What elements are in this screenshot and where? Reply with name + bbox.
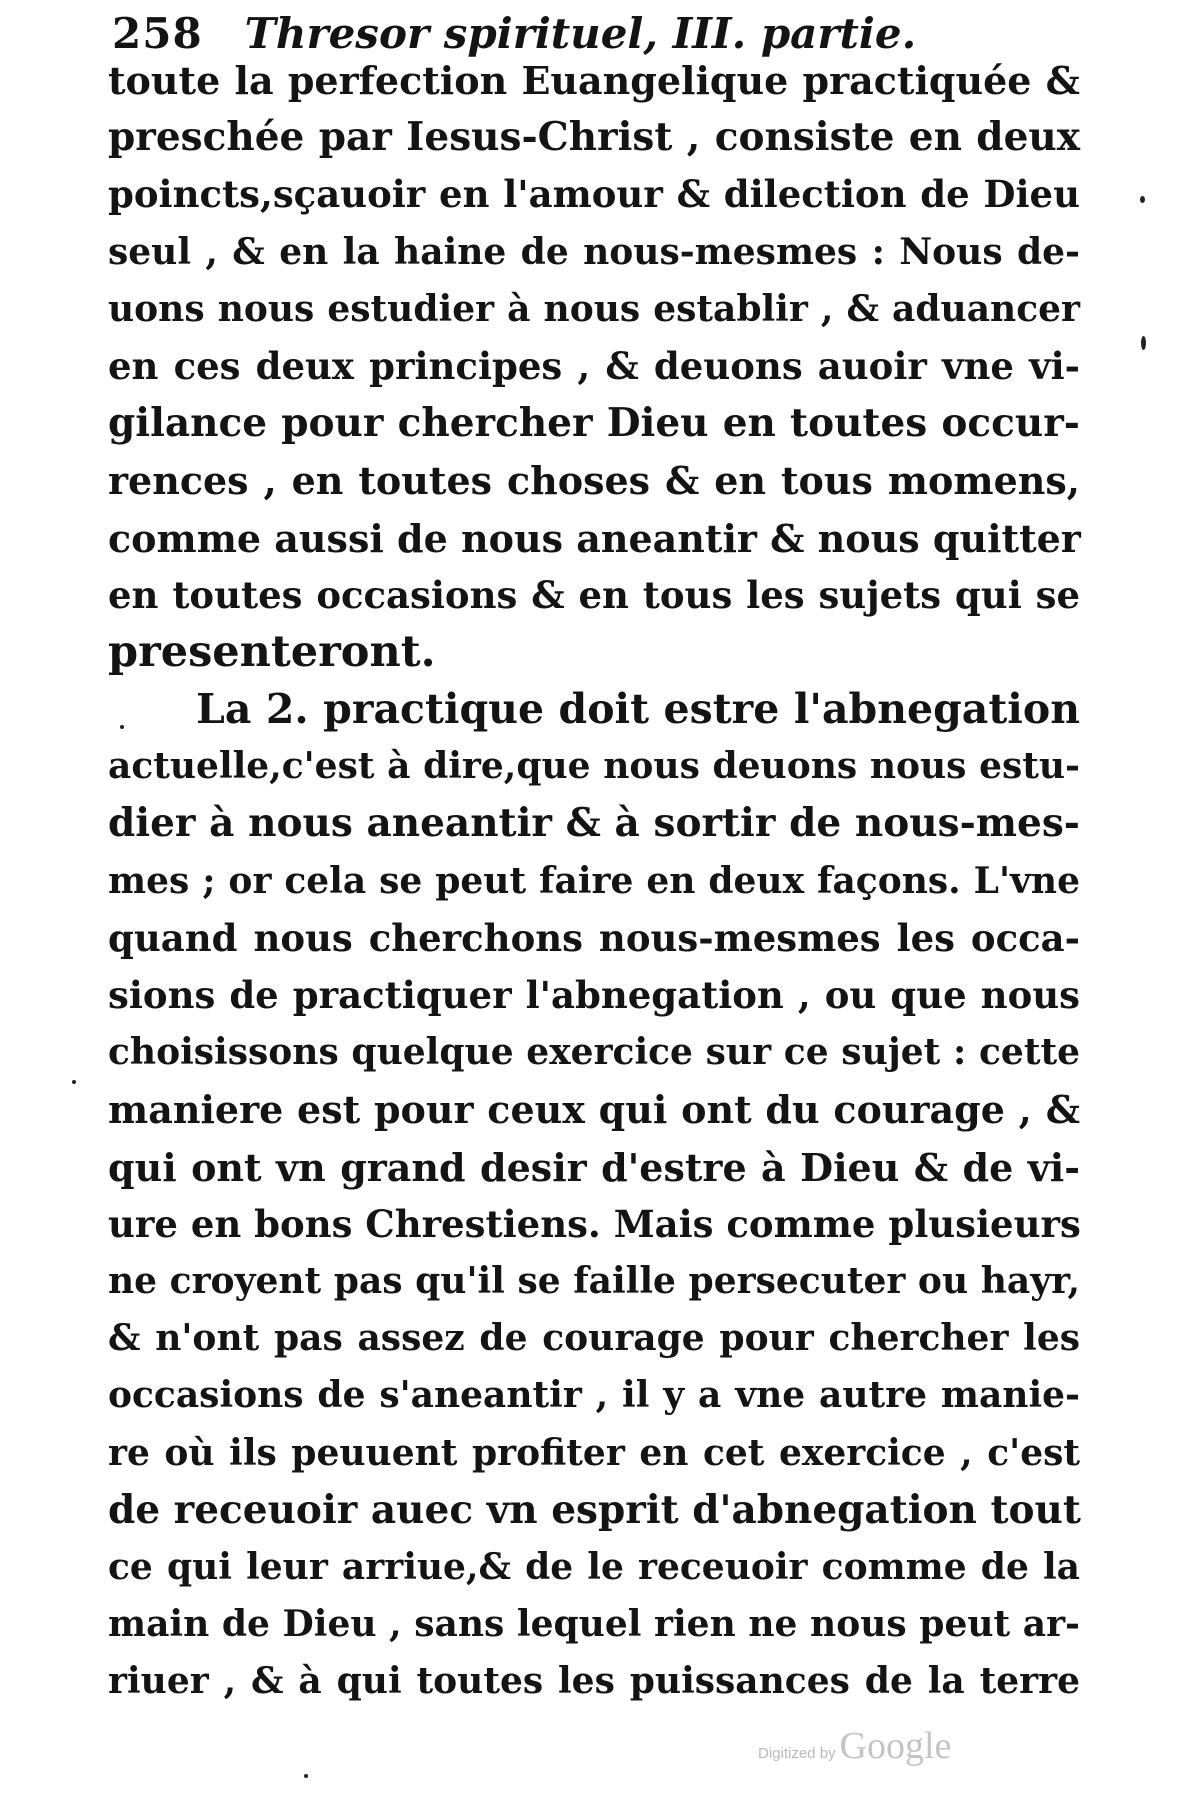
scan-speck xyxy=(72,1080,76,1084)
text-line: ne croyent pas qu'il se faille persecuter ou hayr, xyxy=(108,1259,1080,1302)
body-text xyxy=(108,52,1080,1710)
text-line: en ces deux principes , & deuons auoir vne vi- xyxy=(108,343,1080,388)
watermark-brand: Google xyxy=(839,1725,952,1767)
text-line: seul , & en la haine de nous-mesmes : Nous de- xyxy=(108,230,1080,273)
text-line: re où ils peuuent profiter en cet exercice , c'est xyxy=(108,1431,1080,1474)
text-line: rences , en toutes choses & en tous momens, xyxy=(108,458,1080,504)
text-line: mes ; or cela se peut faire en deux façons. L'vne xyxy=(108,859,1080,902)
digitized-watermark xyxy=(758,1724,951,1768)
text-line: uons nous estudier à nous establir , & aduancer xyxy=(108,287,1080,330)
text-line: poincts,sçauoir en l'amour & dilection de Dieu xyxy=(108,172,1080,217)
text-line: gilance pour chercher Dieu en toutes occur- xyxy=(108,400,1080,447)
text-line: toute la perfection Euangelique practiquée & xyxy=(108,58,1080,103)
text-line: quand nous cherchons nous-mesmes les occa- xyxy=(108,915,1080,960)
running-title: Thresor spirituel, III. partie. xyxy=(244,9,917,58)
text-line: qui ont vn grand desir d'estre à Dieu & de vi- xyxy=(108,1144,1080,1190)
text-line: sions de practiquer l'abnegation , ou que nous xyxy=(108,973,1080,1017)
text-line: main de Dieu , sans lequel rien ne nous peut ar- xyxy=(108,1603,1080,1646)
text-line: maniere est pour ceux qui ont du courage , & xyxy=(108,1087,1080,1133)
text-line: presenteront. xyxy=(108,626,436,677)
text-line: en toutes occasions & en tous les sujets qui se xyxy=(108,572,1080,617)
text-line: riuer , & à qui toutes les puissances de la terre xyxy=(108,1660,1080,1703)
paragraph-start-line: La 2. practique doit estre l'abnegation xyxy=(196,685,1080,734)
text-line: preschée par Iesus-Christ , consiste en deux xyxy=(108,114,1080,161)
text-line: actuelle,c'est à dire,que nous deuons nous estu- xyxy=(108,745,1080,788)
scan-speck xyxy=(1140,196,1145,203)
text-line: de receuoir auec vn esprit d'abnegation tout xyxy=(108,1486,1081,1533)
watermark-prefix: Digitized by xyxy=(758,1745,836,1762)
scan-speck xyxy=(304,1774,308,1778)
page-number: 258 xyxy=(112,9,203,58)
text-line: & n'ont pas assez de courage pour chercher les xyxy=(108,1317,1080,1360)
scan-speck xyxy=(120,725,124,729)
text-line: occasions de s'aneantir , il y a vne autre manie- xyxy=(108,1374,1080,1417)
text-line: dier à nous aneantir & à sortir de nous-mes- xyxy=(108,800,1080,847)
text-line: choisissons quelque exercice sur ce sujet : cette xyxy=(108,1031,1080,1074)
text-line: ce qui leur arriue,& de le receuoir comme de la xyxy=(108,1545,1080,1588)
text-line: ure en bons Chrestiens. Mais comme plusieurs xyxy=(108,1201,1081,1246)
scan-speck xyxy=(1141,336,1146,350)
text-line: comme aussi de nous aneantir & nous quitter xyxy=(108,515,1081,561)
